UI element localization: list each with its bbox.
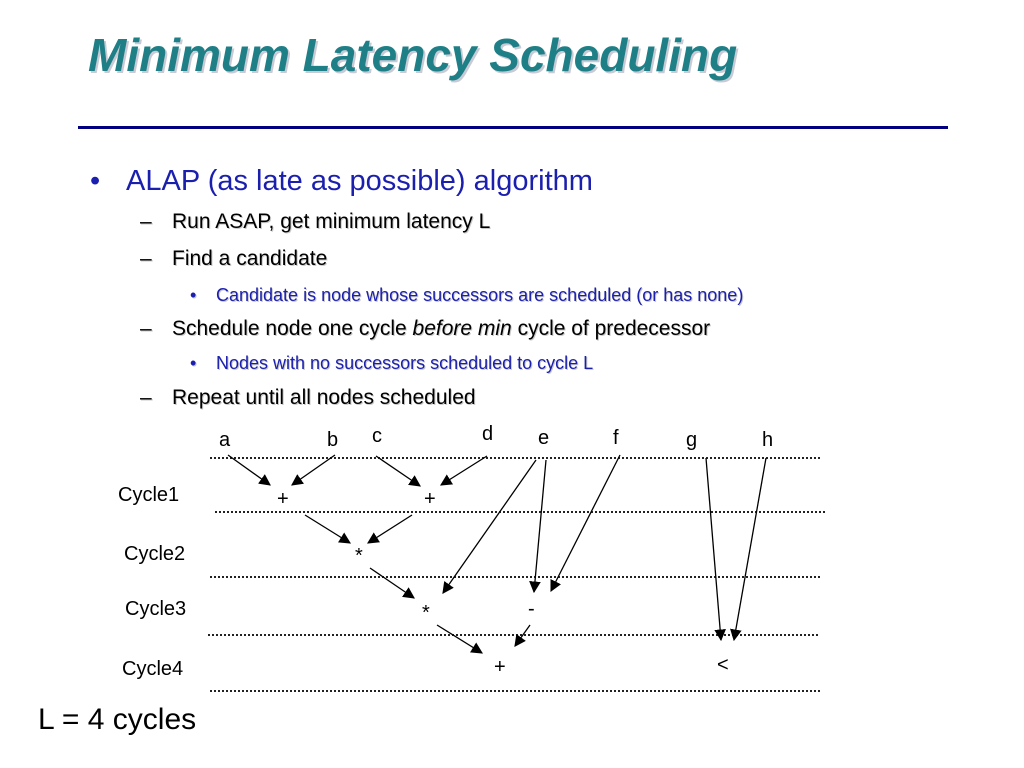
- cycle-label-1: Cycle1: [118, 484, 180, 506]
- edge-d-to-add: [441, 456, 487, 485]
- edge-e-to-subtract: [534, 460, 546, 592]
- sub-bullet-text: Schedule node one cycle: [172, 317, 413, 340]
- edge-add-to-multiply: [368, 515, 412, 543]
- input-label-d: d: [482, 423, 494, 445]
- cycle-label-3: Cycle3: [125, 598, 187, 620]
- input-label-b: b: [327, 429, 339, 451]
- sub-sub-bullet-text: Candidate is node whose successors are scheduled (or has none): [216, 285, 744, 305]
- edge-add-to-multiply: [305, 515, 350, 543]
- sub-bullet-text: cycle of predecessor: [511, 317, 711, 340]
- edge-a-to-add: [228, 455, 270, 485]
- op-node-less-than: <: [717, 654, 729, 676]
- input-label-e: e: [538, 427, 550, 449]
- input-label-f: f: [613, 427, 619, 449]
- sub-bullet-text: Repeat until all nodes scheduled: [172, 386, 476, 409]
- input-label-c: c: [372, 425, 382, 447]
- sub-bullet-text: Run ASAP, get minimum latency L: [172, 210, 491, 233]
- op-node-multiply: *: [355, 545, 363, 567]
- edge-g-to-less-than: [706, 458, 721, 640]
- sub-bullet-text: Find a candidate: [172, 247, 328, 270]
- latency-result: L = 4 cycles: [38, 703, 197, 736]
- edge-e-to-multiply: [443, 460, 536, 593]
- dash-marker: –: [140, 386, 152, 409]
- bullet-main-text: ALAP (as late as possible) algorithm: [126, 165, 593, 197]
- op-node-add: +: [277, 488, 289, 510]
- edge-subtract-to-add: [515, 625, 530, 646]
- bullet-marker: •: [190, 285, 197, 305]
- edge-multiply-to-multiply: [370, 568, 414, 598]
- edge-h-to-less-than: [734, 458, 766, 640]
- edge-f-to-subtract: [551, 455, 620, 591]
- edge-multiply-to-add: [437, 625, 482, 653]
- cycle-label-2: Cycle2: [124, 543, 186, 565]
- op-node-add: +: [494, 656, 506, 678]
- edge-b-to-add: [292, 455, 335, 485]
- bullet-marker: •: [190, 353, 197, 373]
- dash-marker: –: [140, 317, 152, 340]
- slide-title: Minimum Latency Scheduling: [88, 29, 738, 81]
- dash-marker: –: [140, 247, 152, 270]
- input-label-h: h: [762, 429, 774, 451]
- op-node-subtract: -: [528, 598, 535, 620]
- input-label-g: g: [686, 429, 698, 451]
- cycle-label-4: Cycle4: [122, 658, 184, 680]
- input-label-a: a: [219, 429, 231, 451]
- edge-c-to-add: [376, 456, 420, 486]
- op-node-add: +: [424, 488, 436, 510]
- sub-sub-bullet-text: Nodes with no successors scheduled to cycle L: [216, 353, 594, 373]
- sub-bullet-italic-text: before min: [412, 317, 512, 340]
- dash-marker: –: [140, 210, 152, 233]
- op-node-multiply: *: [422, 602, 430, 624]
- bullet-marker: •: [90, 165, 101, 197]
